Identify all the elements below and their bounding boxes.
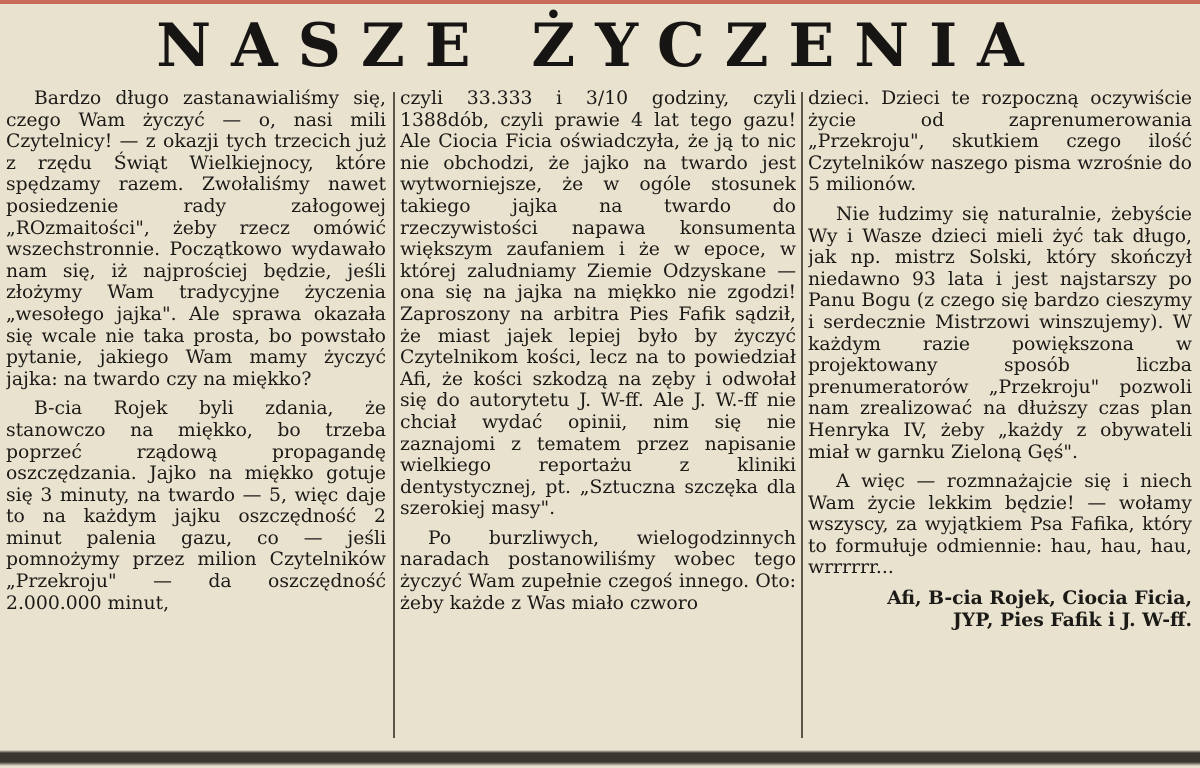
paragraph: Po burzliwych, wielogodzinnych naradach postanowiliśmy wobec tego życzyć Wam zupełnie czegoś innego. Oto: żeby każde z Was miało czworo [400,527,796,614]
paragraph: czyli 33.333 i 3/10 godziny, czyli 1388dób, czyli prawie 4 lat tego gazu! Ale Ciocia Ficia oświadczyła, że ją to nic nie obchodzi, że jajko na twardo jest wytworniejsze, że w ogóle stosunek takiego jajka na twardo do rzeczywistości napawa konsumenta większym zaufaniem i że w epoce, w której zaludniamy Ziemie Odzyskane — ona się na jajka na miękko nie zgodzi! Zaproszony na arbitra Pies Fafik sądził, że miast jajek lepiej było by życzyć Czytelnikom kości, lecz na to powiedział Afi, że kości szkodzą na zęby i odwołał się do autorytetu J. W-ff. Ale J. W.-ff nie chciał wydać opinii, nim się nie zaznajomi z tematem przez napisanie wielkiego reportażu z kliniki dentystycznej, pt. „Sztuczna szczęka dla szerokiej masy". [400,88,796,520]
text-column-1 [6,88,386,748]
bottom-rule [0,750,1200,768]
paragraph: Bardzo długo zastanawialiśmy się, czego Wam życzyć — o, nasi mili Czytelnicy! — z okazji tych trzecich już z rzędu Świąt Wielkiejnocy, które spędzamy razem. Zwołaliśmy nawet posiedzenie rady załogowej „ROzmaitości", żeby rzecz omówić wszechstronnie. Początkowo wydawało nam się, iż najprościej będzie, jeśli złożymy Wam tradycyjne życzenia „wesołego jajka". Ale sprawa okazała się wcale nie taka prosta, bo powstało pytanie, jakiego Wam mamy życzyć jajka: na twardo czy na miękko? [6,88,386,390]
paragraph: dzieci. Dzieci te rozpoczną oczywiście życie od zaprenumerowania „Przekroju", skutkiem czego ilość Czytelników naszego pisma wzrośnie do 5 milionów. [808,88,1192,196]
column-divider [393,92,395,738]
paragraph: Nie łudzimy się naturalnie, żebyście Wy i Wasze dzieci mieli żyć tak długo, jak np. mistrz Solski, który skończył niedawno 93 lata i jest najstarszy po Panu Bogu (z czego się bardzo cieszymy i serdecznie Mistrzowi winszujemy). W każdym razie powiększona w projektowany sposób liczba prenumeratorów „Przekroju" pozwoli nam zrealizować na dłuższy czas plan Henryka IV, żeby „każdy z obywateli miał w garnku Zieloną Gęś". [808,203,1192,463]
article-body [0,88,1200,748]
signature-line: Afi, B-cia Rojek, Ciocia Ficia, [887,587,1192,610]
article-headline: NASZE ŻYCZENIA [156,11,1044,81]
article-signature [808,587,1192,631]
text-column-3 [808,88,1192,748]
paragraph: B-cia Rojek byli zdania, że stanowczo na miękko, bo trzeba poprzeć rządową propagandę oszczędzania. Jajko na miękko gotuje się 3 minuty, na twardo — 5, więc daje to na każdym jajku oszczędność 2 minut palenia gazu, co — jeśli pomnożymy przez milion Czytelników „Przekroju" — da oszczędność 2.000.000 minut, [6,398,386,614]
signature-line: JYP, Pies Fafik i J. W-ff. [952,609,1192,632]
text-column-2 [400,88,796,748]
paragraph: A więc — rozmnażajcie się i niech Wam życie lekkim będzie! — wołamy wszyscy, za wyjątkiem Psa Fafika, który to formułuje odmiennie: hau, hau, hau, wrrrrrr... [808,471,1192,579]
column-divider [801,92,803,738]
top-color-strip [0,0,1200,4]
